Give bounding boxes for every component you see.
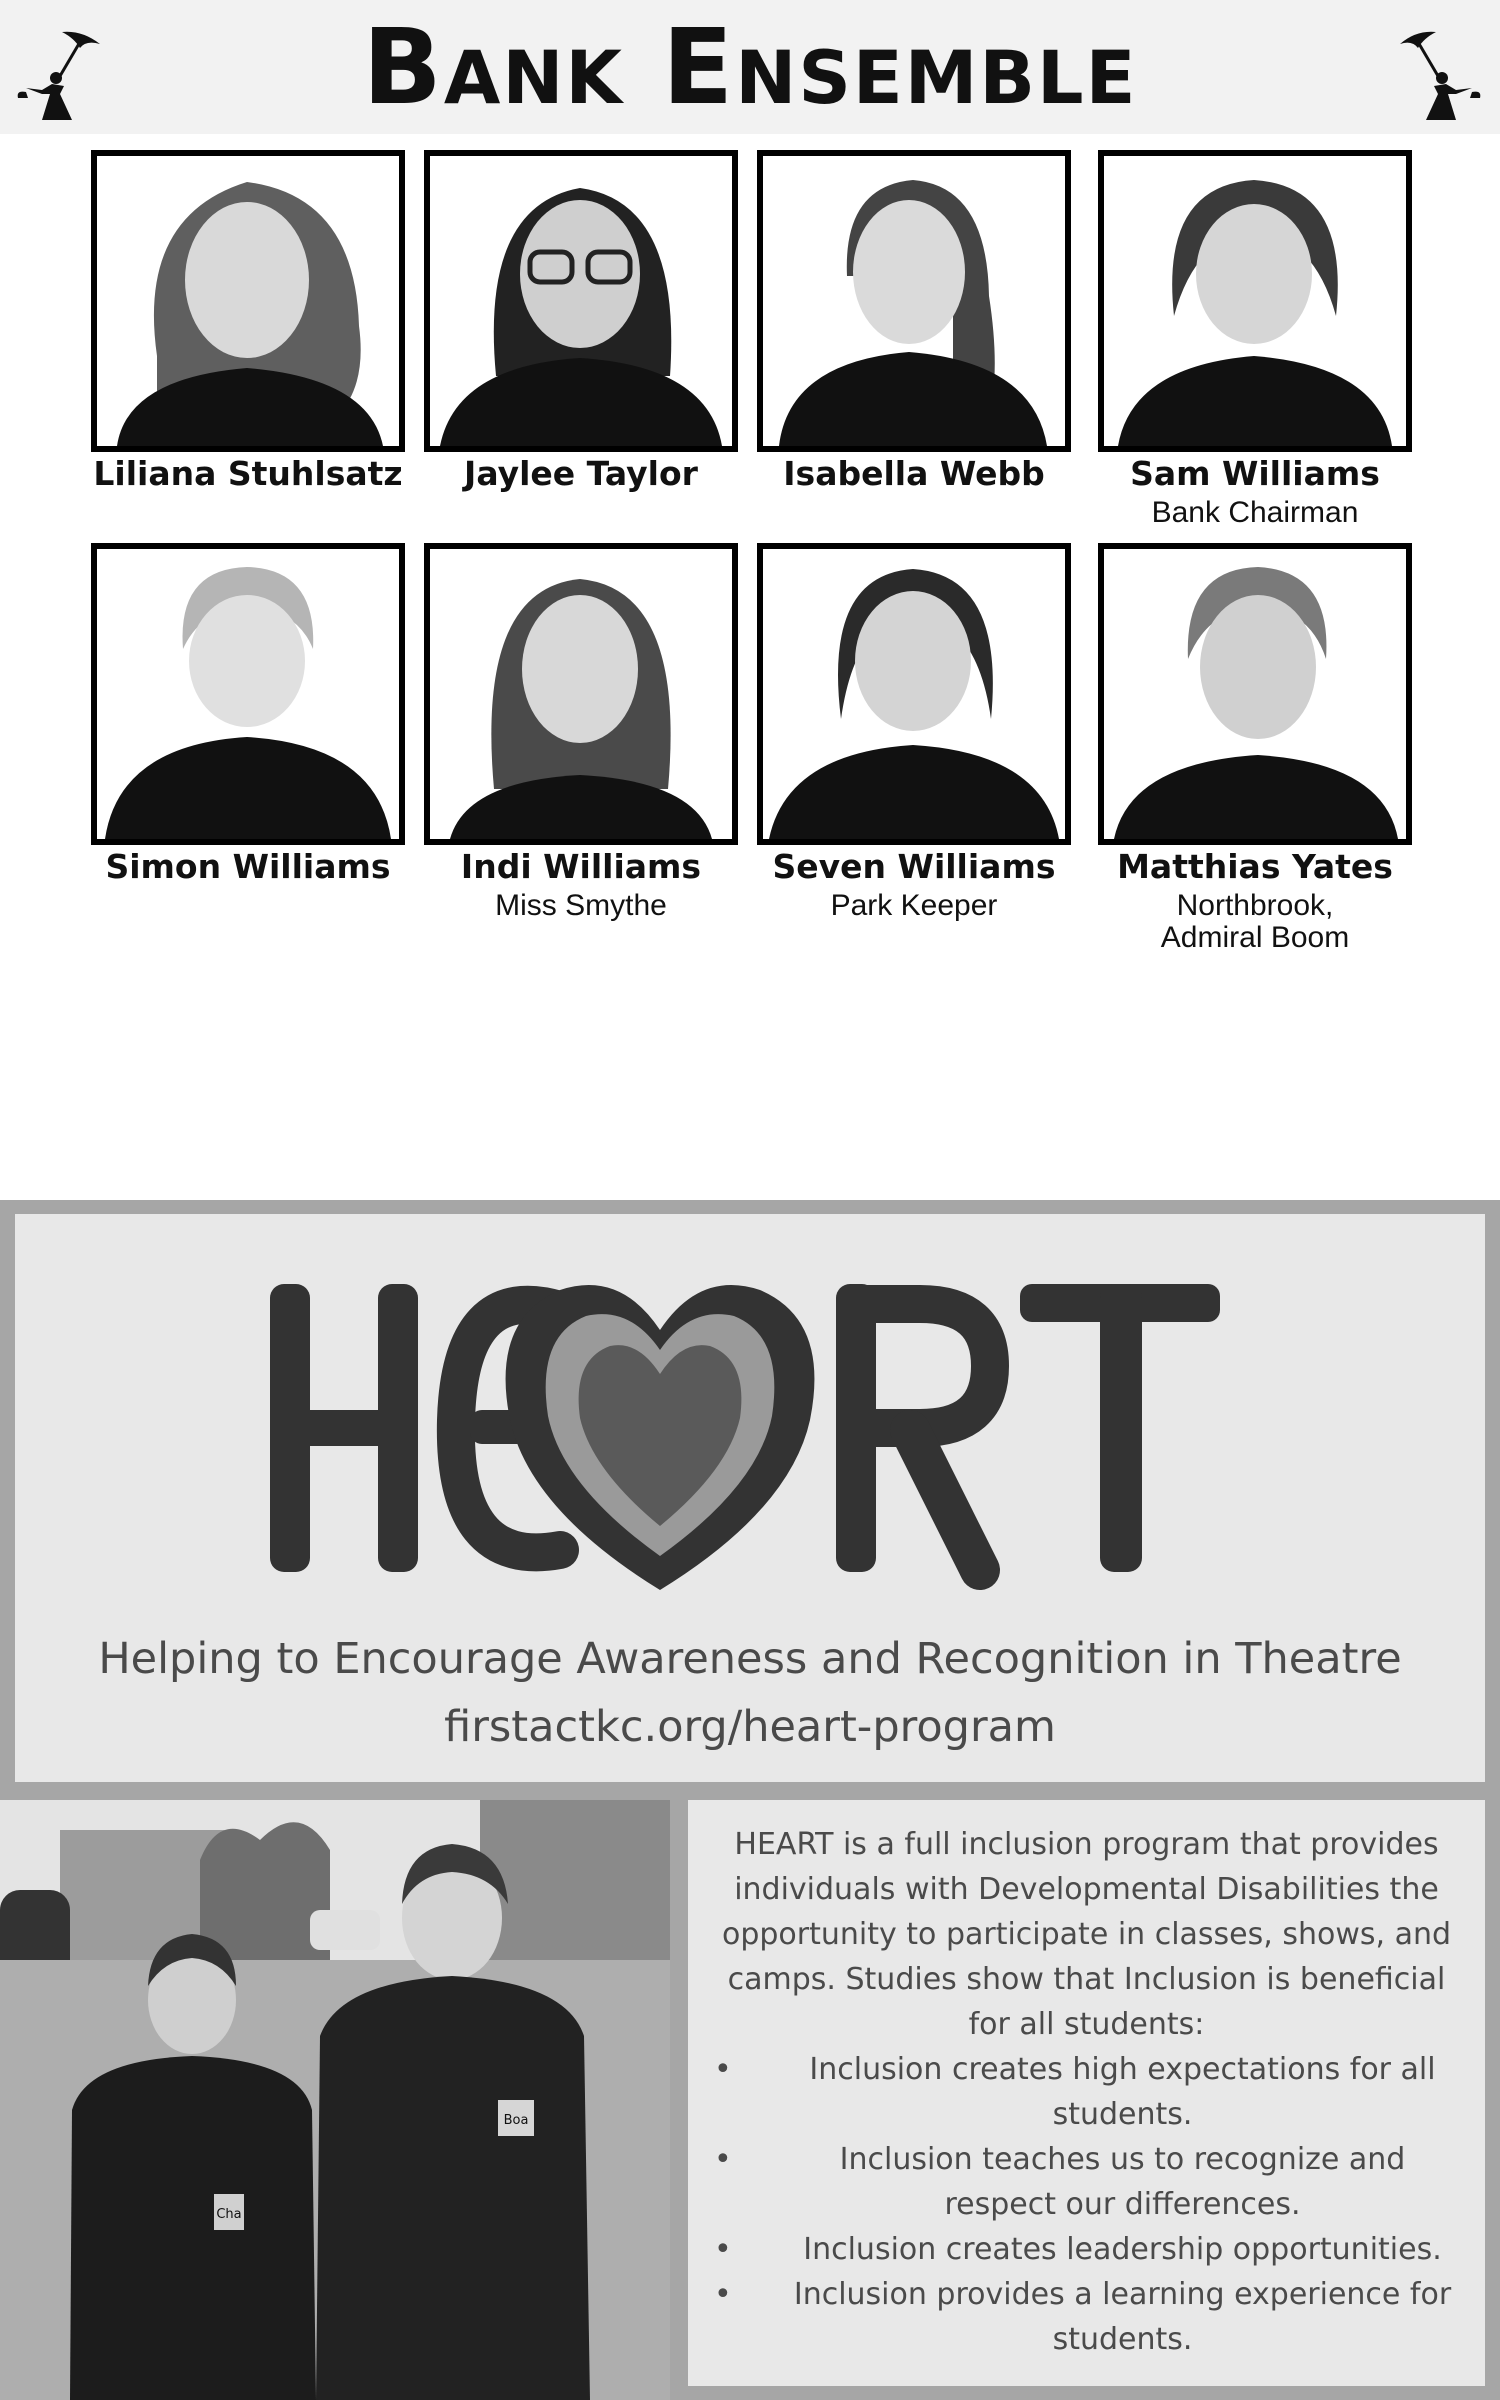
list-item: • Inclusion creates high expectations for all students. bbox=[714, 2052, 1436, 2132]
cast-role: Bank Chairman bbox=[1151, 496, 1359, 529]
cast-name: Liliana Stuhlsatz bbox=[93, 454, 403, 493]
cast-name: Simon Williams bbox=[105, 847, 391, 886]
students-photo bbox=[0, 1800, 670, 2400]
heart-description-panel bbox=[688, 1800, 1485, 2386]
cast-role: Miss Smythe bbox=[495, 889, 667, 922]
cast-card bbox=[91, 150, 405, 493]
heart-url: firstactkc.org/heart-program bbox=[444, 1702, 1056, 1752]
list-item: • Inclusion creates leadership opportunities. bbox=[714, 2232, 1442, 2267]
cast-card bbox=[91, 543, 405, 886]
cast-card bbox=[757, 543, 1071, 922]
headshot-photo bbox=[1098, 543, 1412, 845]
cast-name: Matthias Yates bbox=[1117, 847, 1393, 886]
cast-role: Northbrook, bbox=[1176, 889, 1334, 922]
cast-role: Admiral Boom bbox=[1160, 921, 1350, 954]
cast-name: Isabella Webb bbox=[783, 454, 1045, 493]
cast-card bbox=[1098, 543, 1412, 954]
page-title: Bank Ensemble bbox=[362, 6, 1138, 128]
headshot-photo bbox=[424, 543, 738, 845]
cast-card bbox=[424, 543, 738, 922]
headshot-photo bbox=[91, 543, 405, 845]
heart-tagline: Helping to Encourage Awareness and Recognition in Theatre bbox=[98, 1634, 1402, 1684]
cast-name: Jaylee Taylor bbox=[464, 454, 698, 493]
cast-card bbox=[1098, 150, 1412, 529]
headshot-photo bbox=[424, 150, 738, 452]
cast-name: Sam Williams bbox=[1130, 454, 1380, 493]
headshot-photo bbox=[1098, 150, 1412, 452]
cast-card bbox=[757, 150, 1071, 493]
cast-role: Park Keeper bbox=[830, 889, 998, 922]
badge-text: Boa bbox=[503, 2113, 529, 2128]
heart-description: HEART is a full inclusion program that provides individuals with Developmental Disabilities the opportunity to participate in classes, shows, and camps. Studies show that Inclusion is beneficial for all students: bbox=[721, 1827, 1452, 2042]
list-item: • Inclusion teaches us to recognize and respect our differences. bbox=[714, 2142, 1406, 2222]
headshot-photo bbox=[91, 150, 405, 452]
cast-card bbox=[424, 150, 738, 493]
cast-name: Seven Williams bbox=[772, 847, 1056, 886]
heart-logo-panel bbox=[15, 1214, 1485, 1782]
header-banner bbox=[0, 0, 1500, 134]
heart-advertisement bbox=[0, 1200, 1500, 2400]
heart-logo bbox=[260, 1270, 1240, 1600]
cast-name: Indi Williams bbox=[460, 847, 702, 886]
headshot-photo bbox=[757, 543, 1071, 845]
umbrella-lady-icon bbox=[1396, 28, 1486, 124]
headshot-photo bbox=[757, 150, 1071, 452]
badge-text: Cha bbox=[216, 2207, 242, 2222]
heart-benefits-list bbox=[708, 2047, 1465, 2362]
list-item: • Inclusion provides a learning experience for students. bbox=[714, 2277, 1452, 2357]
